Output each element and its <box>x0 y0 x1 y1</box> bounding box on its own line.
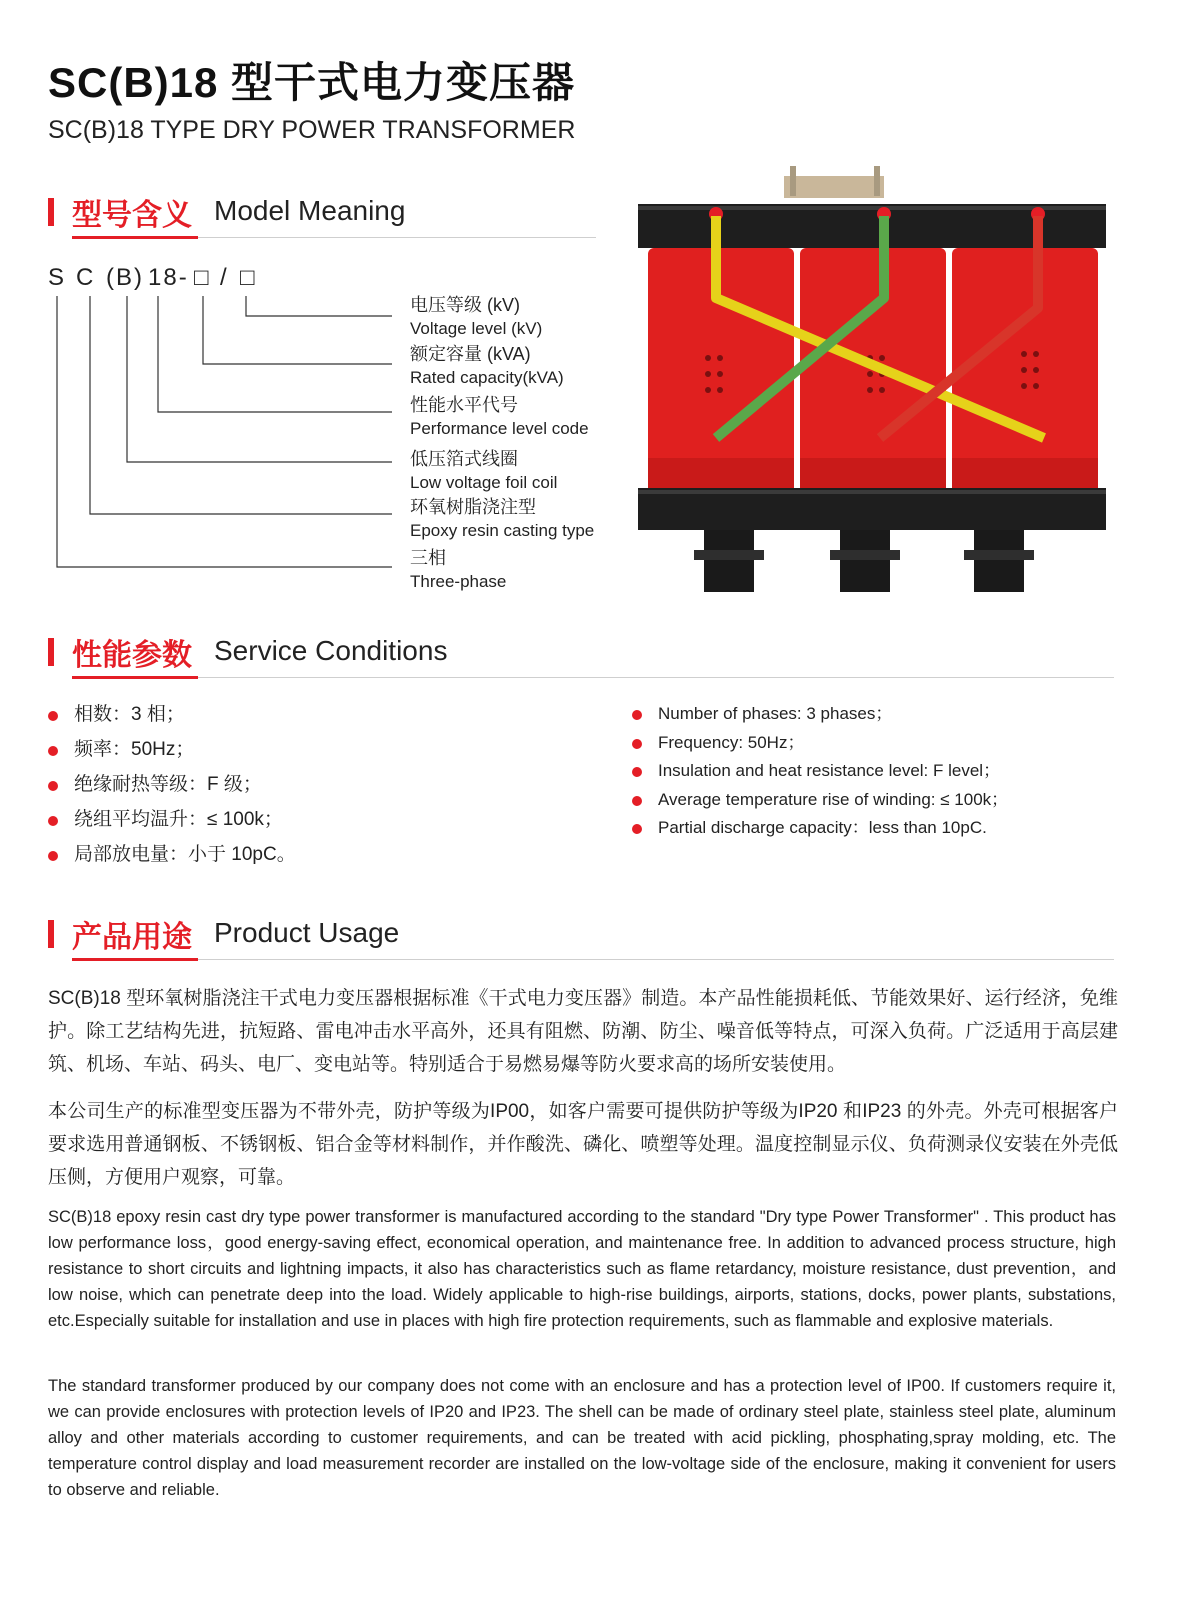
code-b: (B) <box>106 264 144 291</box>
code-box-2: □ <box>240 264 257 291</box>
heading-en: Product Usage <box>214 917 400 948</box>
item-cn: 额定容量 (kVA) <box>410 344 531 364</box>
item-cn: 低压箔式线圈 <box>410 449 518 469</box>
item-en: Rated capacity(kVA) <box>410 368 564 387</box>
bullet-dot-icon <box>632 767 642 777</box>
code-18: 18- <box>148 264 189 291</box>
item-cn: 性能水平代号 <box>410 395 518 415</box>
model-meaning-item <box>410 393 589 441</box>
code-s: S <box>48 264 67 291</box>
heading-cn: 性能参数 <box>72 639 192 672</box>
heading-underline-accent <box>72 958 198 961</box>
service-conditions-list-cn <box>48 703 296 878</box>
usage-paragraph-en-2: The standard transformer produced by our company does not come with an enclosure and has a protection level of IP00. If customers require it, we can provide enclosures with protection levels of IP20 and IP23. The shell can be made of ordinary steel plate, stainless steel plate, aluminum alloy and other materials according to customer requirements, and can be treated with acid pickling, phosphating,spray molding, etc. The temperature control display and load measurement recorder are installed on the low-voltage side of the enclosure, making it convenient for users to observe and reliable. <box>48 1377 1116 1499</box>
heading-cn: 型号含义 <box>72 199 192 232</box>
usage-paragraph-en-1: SC(B)18 epoxy resin cast dry type power transformer is manufactured according to the standard "Dry type Power Transformer" . This product has low performance loss，good energy-saving effect, economical operation, and maintenance free. In addition to advanced process structure, high resistance to short circuits and lightning impacts, it also has characteristics such as flame retardancy, moisture resistance, dust prevention，and low noise, which can penetrate deep into the load. Widely applicable to high-rise buildings, airports, stations, docks, power plants, substations, etc.Especially suitable for installation and use in places with high fire protection requirements, such as flammable and explosive materials. <box>48 1208 1116 1330</box>
item-en: Three-phase <box>410 572 507 591</box>
list-item: Number of phases: 3 phases； <box>632 703 1008 732</box>
bullet-dot-icon <box>632 796 642 806</box>
model-meaning-item <box>410 342 564 390</box>
bullet-dot-icon <box>48 711 58 721</box>
code-slash: / <box>220 264 229 291</box>
heading-en: Model Meaning <box>214 195 406 226</box>
heading-underline <box>198 677 1114 678</box>
model-meaning-item <box>410 293 542 341</box>
code-c: C <box>76 264 96 291</box>
model-meaning-item <box>410 546 506 594</box>
bullet-dot-icon <box>48 746 58 756</box>
item-cn: 三相 <box>410 548 446 568</box>
list-item: 绕组平均温升：≤ 100k； <box>48 808 296 843</box>
list-item: Average temperature rise of winding: ≤ 100k； <box>632 789 1008 818</box>
list-item: Partial discharge capacity：less than 10pC. <box>632 817 1008 846</box>
bullet-dot-icon <box>632 824 642 834</box>
bullet-dot-icon <box>632 710 642 720</box>
heading-en: Service Conditions <box>214 635 448 666</box>
bullet-dot-icon <box>48 781 58 791</box>
bullet-dot-icon <box>48 851 58 861</box>
item-cn: 电压等级 (kV) <box>410 295 520 315</box>
heading-marker <box>48 920 54 948</box>
item-en: Epoxy resin casting type <box>410 521 595 540</box>
list-item: Frequency: 50Hz； <box>632 732 1008 761</box>
page-title: SC(B)18 型干式电力变压器 <box>48 59 576 106</box>
list-item: 局部放电量：小于 10pC。 <box>48 843 296 878</box>
model-meaning-item <box>410 495 594 543</box>
item-en: Voltage level (kV) <box>410 319 543 338</box>
item-en: Performance level code <box>410 419 589 438</box>
item-en: Low voltage foil coil <box>410 473 558 492</box>
heading-marker <box>48 638 54 666</box>
model-meaning-item <box>410 447 557 495</box>
bullet-dot-icon <box>48 816 58 826</box>
code-box-1: □ <box>194 264 211 291</box>
heading-cn: 产品用途 <box>72 921 192 954</box>
list-item: 相数：3 相； <box>48 703 296 738</box>
service-conditions-list-en <box>632 703 1008 846</box>
usage-paragraph-cn-1: SC(B)18 型环氧树脂浇注干式电力变压器根据标准《干式电力变压器》制造。本产品性能损耗低、节能效果好、运行经济，免维护。除工艺结构先进，抗短路、雷电冲击水平高外，还具有阻燃、防潮、防尘、噪音低等特点，可深入负荷。广泛适用于高层建筑、机场、车站、码头、电厂、变电站等。特别适合于易燃易爆等防火要求高的场所安装使用。 <box>48 988 1118 1075</box>
page-subtitle: SC(B)18 TYPE DRY POWER TRANSFORMER <box>48 116 576 144</box>
usage-paragraph-cn-2: 本公司生产的标准型变压器为不带外壳，防护等级为IP00，如客户需要可提供防护等级为IP20 和IP23 的外壳。外壳可根据客户要求选用普通钢板、不锈钢板、铝合金等材料制作，并作酸洗、磷化、喷塑等处理。温度控制显示仪、负荷测录仪安装在外壳低压侧，方便用户观察，可靠。 <box>48 1101 1118 1188</box>
service-conditions-heading <box>48 628 1118 678</box>
heading-underline <box>198 959 1114 960</box>
item-cn: 环氧树脂浇注型 <box>410 497 536 517</box>
heading-underline-accent <box>72 676 198 679</box>
transformer-product-image <box>634 158 1110 598</box>
product-usage-heading <box>48 910 1118 960</box>
list-item: 绝缘耐热等级：F 级； <box>48 773 296 808</box>
list-item: 频率：50Hz； <box>48 738 296 773</box>
bullet-dot-icon <box>632 739 642 749</box>
list-item: Insulation and heat resistance level: F level； <box>632 760 1008 789</box>
